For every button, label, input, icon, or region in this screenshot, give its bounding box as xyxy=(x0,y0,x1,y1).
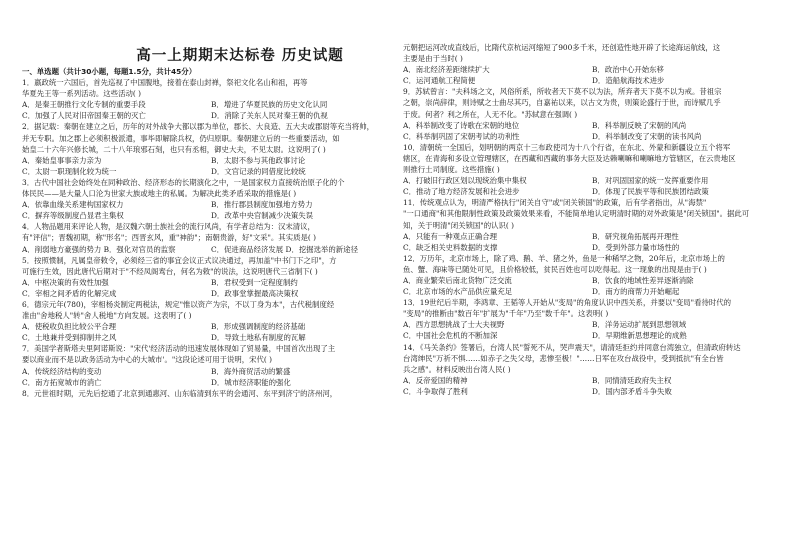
question-block xyxy=(22,388,394,399)
answer-options xyxy=(22,199,394,221)
answer-option: B．推行郡县制度加强地方势力 xyxy=(211,200,313,210)
question-block xyxy=(403,342,775,397)
answer-options xyxy=(22,244,394,255)
answer-option: B．对巩固国家的统一发挥重要作用 xyxy=(592,176,709,186)
answer-options xyxy=(403,120,775,142)
answer-option: B．政治中心开始东移 xyxy=(592,65,664,75)
answer-option: A．秦始皇事事亲力亲为 xyxy=(22,155,102,165)
answer-option: C．北京市场的水产品供应量充足 xyxy=(403,287,513,297)
answer-options xyxy=(403,64,775,86)
answer-option: B．洋务运动扩展到思想领域 xyxy=(592,320,687,330)
answer-option: C．太尉一职现制化较为统一 xyxy=(22,166,117,176)
question-text: 1．嬴政统一六国后，首先巡视了中国腹地，接着在泰山封禅，祭祀文化名山和祖，再等 xyxy=(22,78,308,88)
question-block xyxy=(22,121,394,176)
answer-options xyxy=(403,275,775,297)
question-text: 华夏先王等一系列活动。这些活动( ) xyxy=(22,89,141,99)
question-text: 主要是由于当时( ) xyxy=(403,54,463,64)
answer-option: C．摒弃等级制度凸显君主集权 xyxy=(22,211,124,221)
answer-option: B．君权受到一定程度制约 xyxy=(211,277,298,287)
answer-option: A．科举制改变了诗歌在宋朝的地位 xyxy=(403,120,520,130)
question-text: 7．美国学者斯塔夫里阿诺斯说："宋代'经济活动的迅速发展体现如了贸易量，中国首次出现了主 xyxy=(22,344,336,354)
question-text: 并无专职。加之郡上必须积极派遣，事毕即解除兵权，仍归原职。秦朝建立后的一些重要活动，如 xyxy=(22,133,340,143)
question-block xyxy=(22,221,394,254)
answer-option: B．形成强调制度的经济基础 xyxy=(211,322,306,332)
question-text: 8．元世祖时期，元先后挖通了北京到通惠河、山东临清到东平的会通河、东平到济宁的济州河， xyxy=(22,388,338,398)
answer-options xyxy=(403,319,775,341)
answer-option: D．受到外部力量市场性的 xyxy=(592,242,680,252)
answer-option: D．文官记录的同借度比较统 xyxy=(211,166,306,176)
question-block xyxy=(22,77,394,121)
answer-option: C．科举制巩固了宋朝考试的功利性 xyxy=(403,131,520,141)
page-title: 高一上期期末达标卷 历史试题 xyxy=(136,48,344,64)
question-block xyxy=(22,299,394,343)
answer-option: B．海外商贸活动的繁盛 xyxy=(211,366,291,376)
answer-option: A．中枢决策的有效性加强 xyxy=(22,277,109,287)
answer-options xyxy=(403,231,775,253)
question-block xyxy=(22,177,394,221)
answer-options xyxy=(403,375,775,397)
answer-option: C．宰相之间矛盾的化解完成 xyxy=(22,288,117,298)
question-block xyxy=(403,197,775,252)
question-text: 4．人物品题用来评论人物，是汉魏六朝士族社会的流行风尚，有学者总结为：汉末清议， xyxy=(22,222,315,232)
question-block xyxy=(403,297,775,341)
question-block xyxy=(403,253,775,297)
question-text: 元朝把运河改成直线后，比隋代京杭运河缩短了900多千米，还创造性地开辟了长途海运航线，这 xyxy=(403,43,721,52)
section-heading: 一、单选题（共计30小题，每题1.5分，共计45分） xyxy=(22,67,197,76)
answer-option: B．饮食的地域性差异逐渐消除 xyxy=(592,275,694,285)
question-text: 14．《马关条约》签署后，台湾人民"誓死不从，哭声震天"，请清廷拒约并同意台湾独立，但清政府转达 xyxy=(403,342,741,352)
answer-option: A．打破旧行政区划以现统治集中集权 xyxy=(403,176,527,186)
answer-option: B．科举制反映了宋朝的风尚 xyxy=(592,120,687,130)
answer-option: C．推动了地方经济发展和社会进步 xyxy=(403,187,520,197)
question-text: 始皇二十六年兴修长城，二十八年琅邪石刻，也只有丞相，御史大夫，不见太尉。这说明了( ) xyxy=(22,144,326,154)
question-text: 13．19世纪后半期，李鸿章、王韬等人开始从"变局"的角度认识中西关系，并要以"变局"看待时代的 xyxy=(403,298,732,308)
answer-options xyxy=(22,277,394,299)
question-text: 可施行生效，因此唐代后期对于"不经凤阁鸾台，何名为敕"的说法，这说明唐代三省制下( ) xyxy=(22,266,318,276)
question-block xyxy=(22,255,394,299)
question-text: 辖区，在青海和多设立管理辖区，在西藏和西藏的事务大臣及达赖喇嘛和喇嘛地方管辖区，在云贵地区 xyxy=(403,153,736,163)
question-text: 知，关于明清"闭关锁国"的认识( ) xyxy=(403,220,514,230)
answer-option: B．增进了华夏民族的历史文化认同 xyxy=(211,100,328,110)
answer-option: D．造船航海技术进步 xyxy=(592,76,665,86)
answer-options xyxy=(22,321,394,343)
answer-option: A．使税收负担比较公平合理 xyxy=(22,322,117,332)
answer-options xyxy=(22,99,394,121)
answer-option: D．消除了关东人民对秦王朝的仇视 xyxy=(211,111,328,121)
answer-option: D．导致土地私有制度的瓦解 xyxy=(211,333,306,343)
answer-option: B．太尉不参与其他政事讨论 xyxy=(211,155,306,165)
answer-option: D．改革中央官制减少决策失误 xyxy=(211,211,314,221)
answer-option: D．政事堂掌握最高决策权 xyxy=(211,288,299,298)
question-text: 之朝，崇尚辞律，则诗赋之士曲尽其巧，自嘉祐以来，以古文为贵，则策论盛行于世，而诗赋几乎 xyxy=(403,98,721,108)
question-text: 兵之感"。材料反映出台湾人民( ) xyxy=(403,364,511,374)
question-text: 准由"舍地税人"转"舍人税地"方向发展。这表明了( ) xyxy=(22,311,192,321)
answer-option: C．斗争取得了胜利 xyxy=(403,386,468,396)
question-text: 11．传统观点认为，明清严格执行"闭关自守"或"闭关锁国"的政策，后有学者指出，从"海禁" xyxy=(403,198,707,208)
question-text: 12．万历年，北京市场上，除了鸡、鹅、羊、猪之外，鱼是一种稀罕之物，20年后，北京市场上的 xyxy=(403,253,725,263)
answer-option: B．研究视角拓展再开理性 xyxy=(592,231,679,241)
answer-option: A．南北经济差距继续扩大 xyxy=(403,65,490,75)
answer-option: C．土地兼并受到抑制井之风 xyxy=(22,333,117,343)
answer-option: A．只能有一种观点正确合理 xyxy=(403,231,498,241)
question-text: 于废。何者？利之所在，人无不化。"苏轼意在强调( ) xyxy=(403,109,578,119)
question-text: 6．德宗元年(780)，宰相杨炎制定两税法，规定"惟以资产为宗，不以丁身为本"，古代税制度经 xyxy=(22,299,335,309)
question-block xyxy=(22,343,394,387)
question-text: 台湾绅民"万祈不惧……如赤子之失父母，悲惨至极！"……日军在攻台战役中，受到抵抗"有全台皆 xyxy=(403,353,724,363)
answer-option: D．体现了民族平等和民族团结政策 xyxy=(592,187,709,197)
question-text: 3．古代中国社会始终处在同种政治、经济形态的长期演化之中，一是国家权力直接统治原子化的个 xyxy=(22,177,345,187)
question-text: 有"评信"；晋魏初期，称"形名"；西晋玄风，重"神韵"；南朝贵游，好"文采"。其实质是( ) xyxy=(22,233,316,243)
answer-option: C．缺乏相关史料数据的支撑 xyxy=(403,242,498,252)
question-text: 要以商业而不是以政务活动为中心的大城市'。"这段论述可用于说明，宋代( ) xyxy=(22,355,273,365)
right-column xyxy=(403,42,775,397)
answer-option: B．同情清廷政府失主权 xyxy=(592,375,672,385)
question-text: 鱼、蟹、海味等已随处可见，且价格较低，贫民百姓也可以吃得起。这一现象的出现是由于( ) xyxy=(403,264,707,274)
question-text: 9．苏轼曾言："夫科场之文，风俗所系，所收者天下莫不以为法，所弃者天下莫不以为戒。昔祖宗 xyxy=(403,87,722,97)
answer-option: C．运河通航工程简便 xyxy=(403,76,476,86)
answer-option: A．反帝爱国的精神 xyxy=(403,375,468,385)
question-text: 2．据记载：秦朝在建立之后，历年的对外战争大都以郡为单位，郡长、大良造、五大夫或郡尉等充当将帅， xyxy=(22,122,375,132)
question-text: 则推行土司制度。这些措施( ) xyxy=(403,165,500,175)
answer-option: A．是秦王朝推行文化专制的重要手段 xyxy=(22,100,146,110)
answer-option: D．早期维新思想理论的成熟 xyxy=(592,331,687,341)
question-text: "变局"的推断由"数百年"扩展为"千年"乃至"数千年"。这表明( ) xyxy=(403,309,609,319)
question-block xyxy=(403,42,775,86)
question-text: 5．按照惯制，凡属皇帝敕令，必须经三省的事宜会议正式议决通过，再加盖"中书门下之印"，方 xyxy=(22,255,337,265)
answer-option: D．科举制改变了宋朝的读书风尚 xyxy=(592,131,702,141)
answer-option: D．南方的商帮力开始崛起 xyxy=(592,287,680,297)
answer-option: C．加强了人民对旧帝国秦王朝的灭亡 xyxy=(22,111,146,121)
answer-options xyxy=(403,175,775,197)
answer-option: A．传统经济结构的变动 xyxy=(22,366,102,376)
answer-option: D．国内部矛盾斗争失败 xyxy=(592,386,672,396)
answer-option: C．中国社会危机的不断加深 xyxy=(403,331,498,341)
answer-option: A．依靠血缘关系建构国家权力 xyxy=(22,200,124,210)
left-column xyxy=(22,66,394,399)
answer-option: A．西方思想挑战了士大夫视野 xyxy=(403,320,505,330)
question-block xyxy=(403,142,775,197)
question-block xyxy=(403,86,775,141)
answer-option: A．削弱地方豪强的势力 B．强化对官员的监察 xyxy=(22,244,176,254)
answer-option: C．南方拓宽城市的消亡 xyxy=(22,377,102,387)
answer-option: D．城市经济职能的强化 xyxy=(211,377,291,387)
answer-option: A．商业繁荣后南北货物广泛交流 xyxy=(403,275,512,285)
answer-option: C．促进商品经济发展 D．挖掘选举的新途径 xyxy=(211,244,358,254)
question-text: 10．清朝统一全国后，划明朝的两京十三布政使司为十八个行省，在东北、外蒙和新疆设立五个将军 xyxy=(403,142,731,152)
answer-options xyxy=(22,366,394,388)
answer-options xyxy=(22,155,394,177)
question-text: 体民民——是大量人口沦为世家大族或地主的私属。为解决此类矛盾采取的措施是( ) xyxy=(22,189,297,199)
question-text: "一口通商"和其他限制性政策及政策效果来看，不能简单地认定明清时期的对外政策是"闭关锁国"。据此可 xyxy=(403,209,750,219)
